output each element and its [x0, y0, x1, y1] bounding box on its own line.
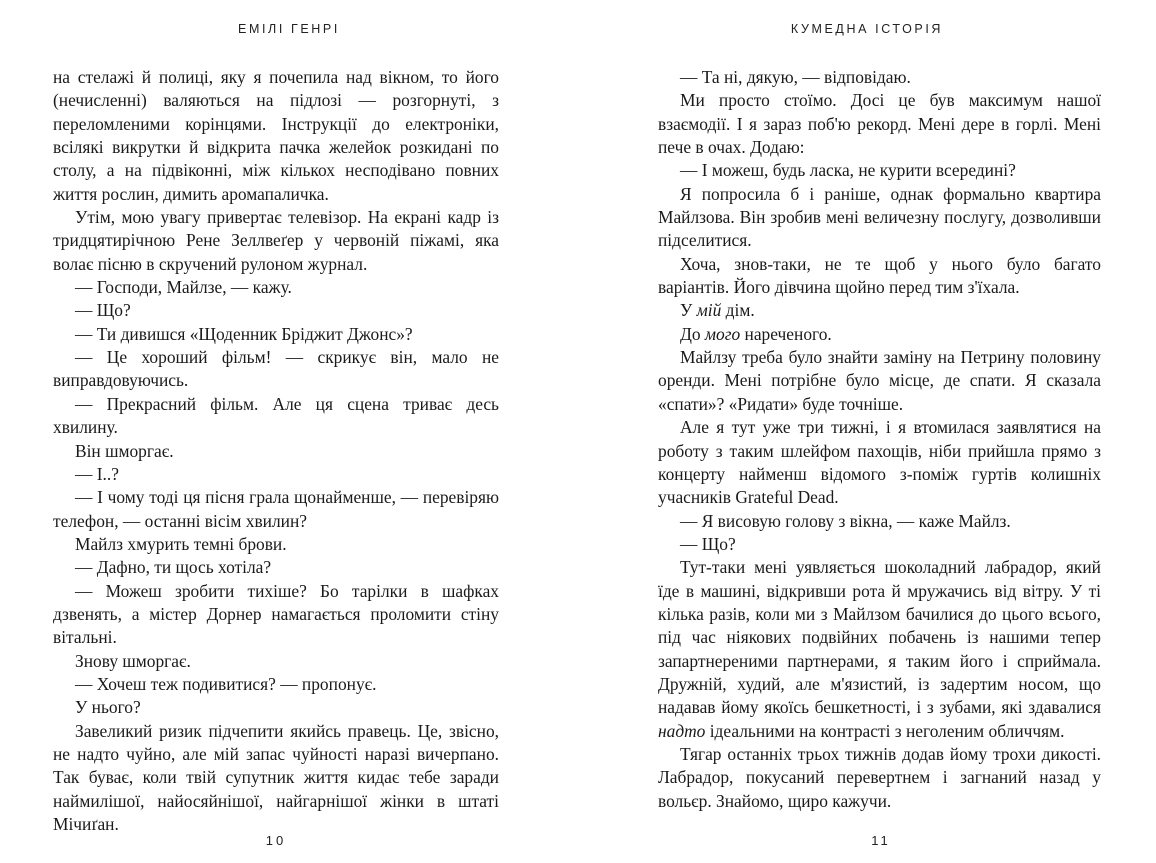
paragraph: Знову шморгає. — [75, 650, 191, 671]
right-page — [578, 0, 1156, 863]
page-number: 11 — [871, 833, 891, 848]
paragraph: Утім, мою увагу привертає телевізор. На екрані кадр із тридцятирічною Рене Зеллвеґер у червоній піжамі, яка волає пісню в скручений рулоном журнал. — [53, 207, 499, 274]
paragraph: Майлзу треба було знайти заміну на Петрину половину оренди. Мені потрібне було місце, де спати. Я сказала «спати»? «Ридати» буде точніше. — [658, 347, 1101, 414]
paragraph: Тягар останніх трьох тижнів додав йому трохи дикості. Лабрадор, покусаний перевертнем і загнаний назад у вольєр. Знайомо, щиро кажучи. — [658, 743, 1101, 811]
dialogue-line: — Я висовую голову з вікна, — каже Майлз. — [680, 510, 1011, 531]
dialogue-line: — Ти дивишся «Щоденник Бріджит Джонс»? — [75, 323, 413, 344]
paragraph: У нього? — [75, 697, 141, 718]
paragraph — [658, 299, 1101, 322]
dialogue-line: — І чому тоді ця пісня грала щонайменше, — перевіряю телефон, — останні вісім хвилин? — [53, 487, 499, 531]
dialogue-line: — Прекрасний фільм. Але ця сцена триває десь хвилину. — [53, 393, 499, 438]
paragraph: Ми просто стоїмо. Досі це був максимум нашої взаємодії. І я зараз поб'ю рекорд. Мені дере в горлі. Мені пече в очах. Додаю: — [658, 90, 1101, 158]
paragraph: на стелажі й полиці, яку я почепила над вікном, то його (нечисленні) валяються на підлозі — розгорнуті, з переломленими корінцями. Інструкції до електроніки, всілякі викрутки й відкрита пачка желейок розкидані по столу, а на підвіконні, між кількох несподівано повних життя рослин, димить аромапаличка. — [53, 67, 499, 204]
text-run: Тут-таки мені уявляється шоколадний лабрадор, який їде в машині, відкривши рота й мружачись від вітру. У ті кілька разів, коли ми з Майлзом бачилися до цього всього, під час ніякових подвійних побачень із нашими тепер запартнереними партнерами, я таким його і сприймала. Дружній, худий, але м'язистий, із задертим носом, що надавав йому якоїсь бешкетності, і з зубами, які здавалися — [658, 557, 1101, 718]
dialogue-line: — Дафно, ти щось хотіла? — [75, 557, 272, 578]
text-run: дім. — [721, 300, 755, 321]
text-run: До — [680, 323, 705, 344]
paragraph: Але я тут уже три тижні, і я втомилася заявлятися на роботу з таким шлейфом пахощів, ніби прийшла прямо з концерту найменш відомого з-поміж гуртів колишніх учасників Grateful Dead. — [658, 417, 1101, 508]
paragraph: Майлз хмурить темні брови. — [75, 533, 287, 554]
dialogue-line: — Господи, Майлзе, — кажу. — [75, 277, 292, 298]
emphasis: надто — [658, 720, 706, 741]
dialogue-line: — Що? — [680, 533, 736, 554]
dialogue-line: — І можеш, будь ласка, не курити всередині? — [680, 160, 1016, 181]
paragraph — [658, 323, 1101, 346]
paragraph: Він шморгає. — [75, 440, 174, 461]
text-run: ідеальними на контрасті з неголеним обличчям. — [705, 720, 1065, 741]
emphasis: мого — [704, 323, 741, 344]
dialogue-line: — Це хороший фільм! — скрикує він, мало не виправдовуючись. — [53, 347, 499, 391]
page-number: 10 — [265, 833, 287, 848]
paragraph — [658, 556, 1101, 743]
dialogue-line: — Можеш зробити тихіше? Бо тарілки в шафках дзвенять, а містер Дорнер намагається проломити стіну вітальні. — [53, 580, 499, 648]
dialogue-line: — Хочеш теж подивитися? — пропонує. — [75, 673, 377, 694]
running-head-title: КУМЕДНА ІСТОРІЯ — [790, 22, 944, 36]
emphasis: мій — [696, 300, 722, 321]
left-page-body — [53, 66, 499, 836]
dialogue-line: — Та ні, дякую, — відповідаю. — [680, 67, 911, 87]
right-page-body — [658, 66, 1101, 813]
paragraph: Я попросила б і раніше, однак формально квартира Майлзова. Він зробив мені величезну послугу, дозволивши підселитися. — [658, 183, 1101, 251]
dialogue-line: — Що? — [75, 300, 131, 321]
running-head-author: ЕМІЛІ ГЕНРІ — [238, 22, 340, 36]
dialogue-line: — І..? — [75, 463, 119, 484]
text-run: У — [680, 300, 697, 321]
text-run: нареченого. — [740, 323, 832, 344]
paragraph: Завеликий ризик підчепити якийсь правець. Це, звісно, не надто чуйно, але мій запас чуйності наразі вичерпано. Так буває, коли твій супутник життя кидає тебе заради наймилішої, найосяйнішої, найгарнішої жінки в штаті Мічиґан. — [53, 720, 499, 834]
paragraph: Хоча, знов-таки, не те щоб у нього було багато варіантів. Його дівчина щойно перед тим з'їхала. — [658, 253, 1101, 298]
